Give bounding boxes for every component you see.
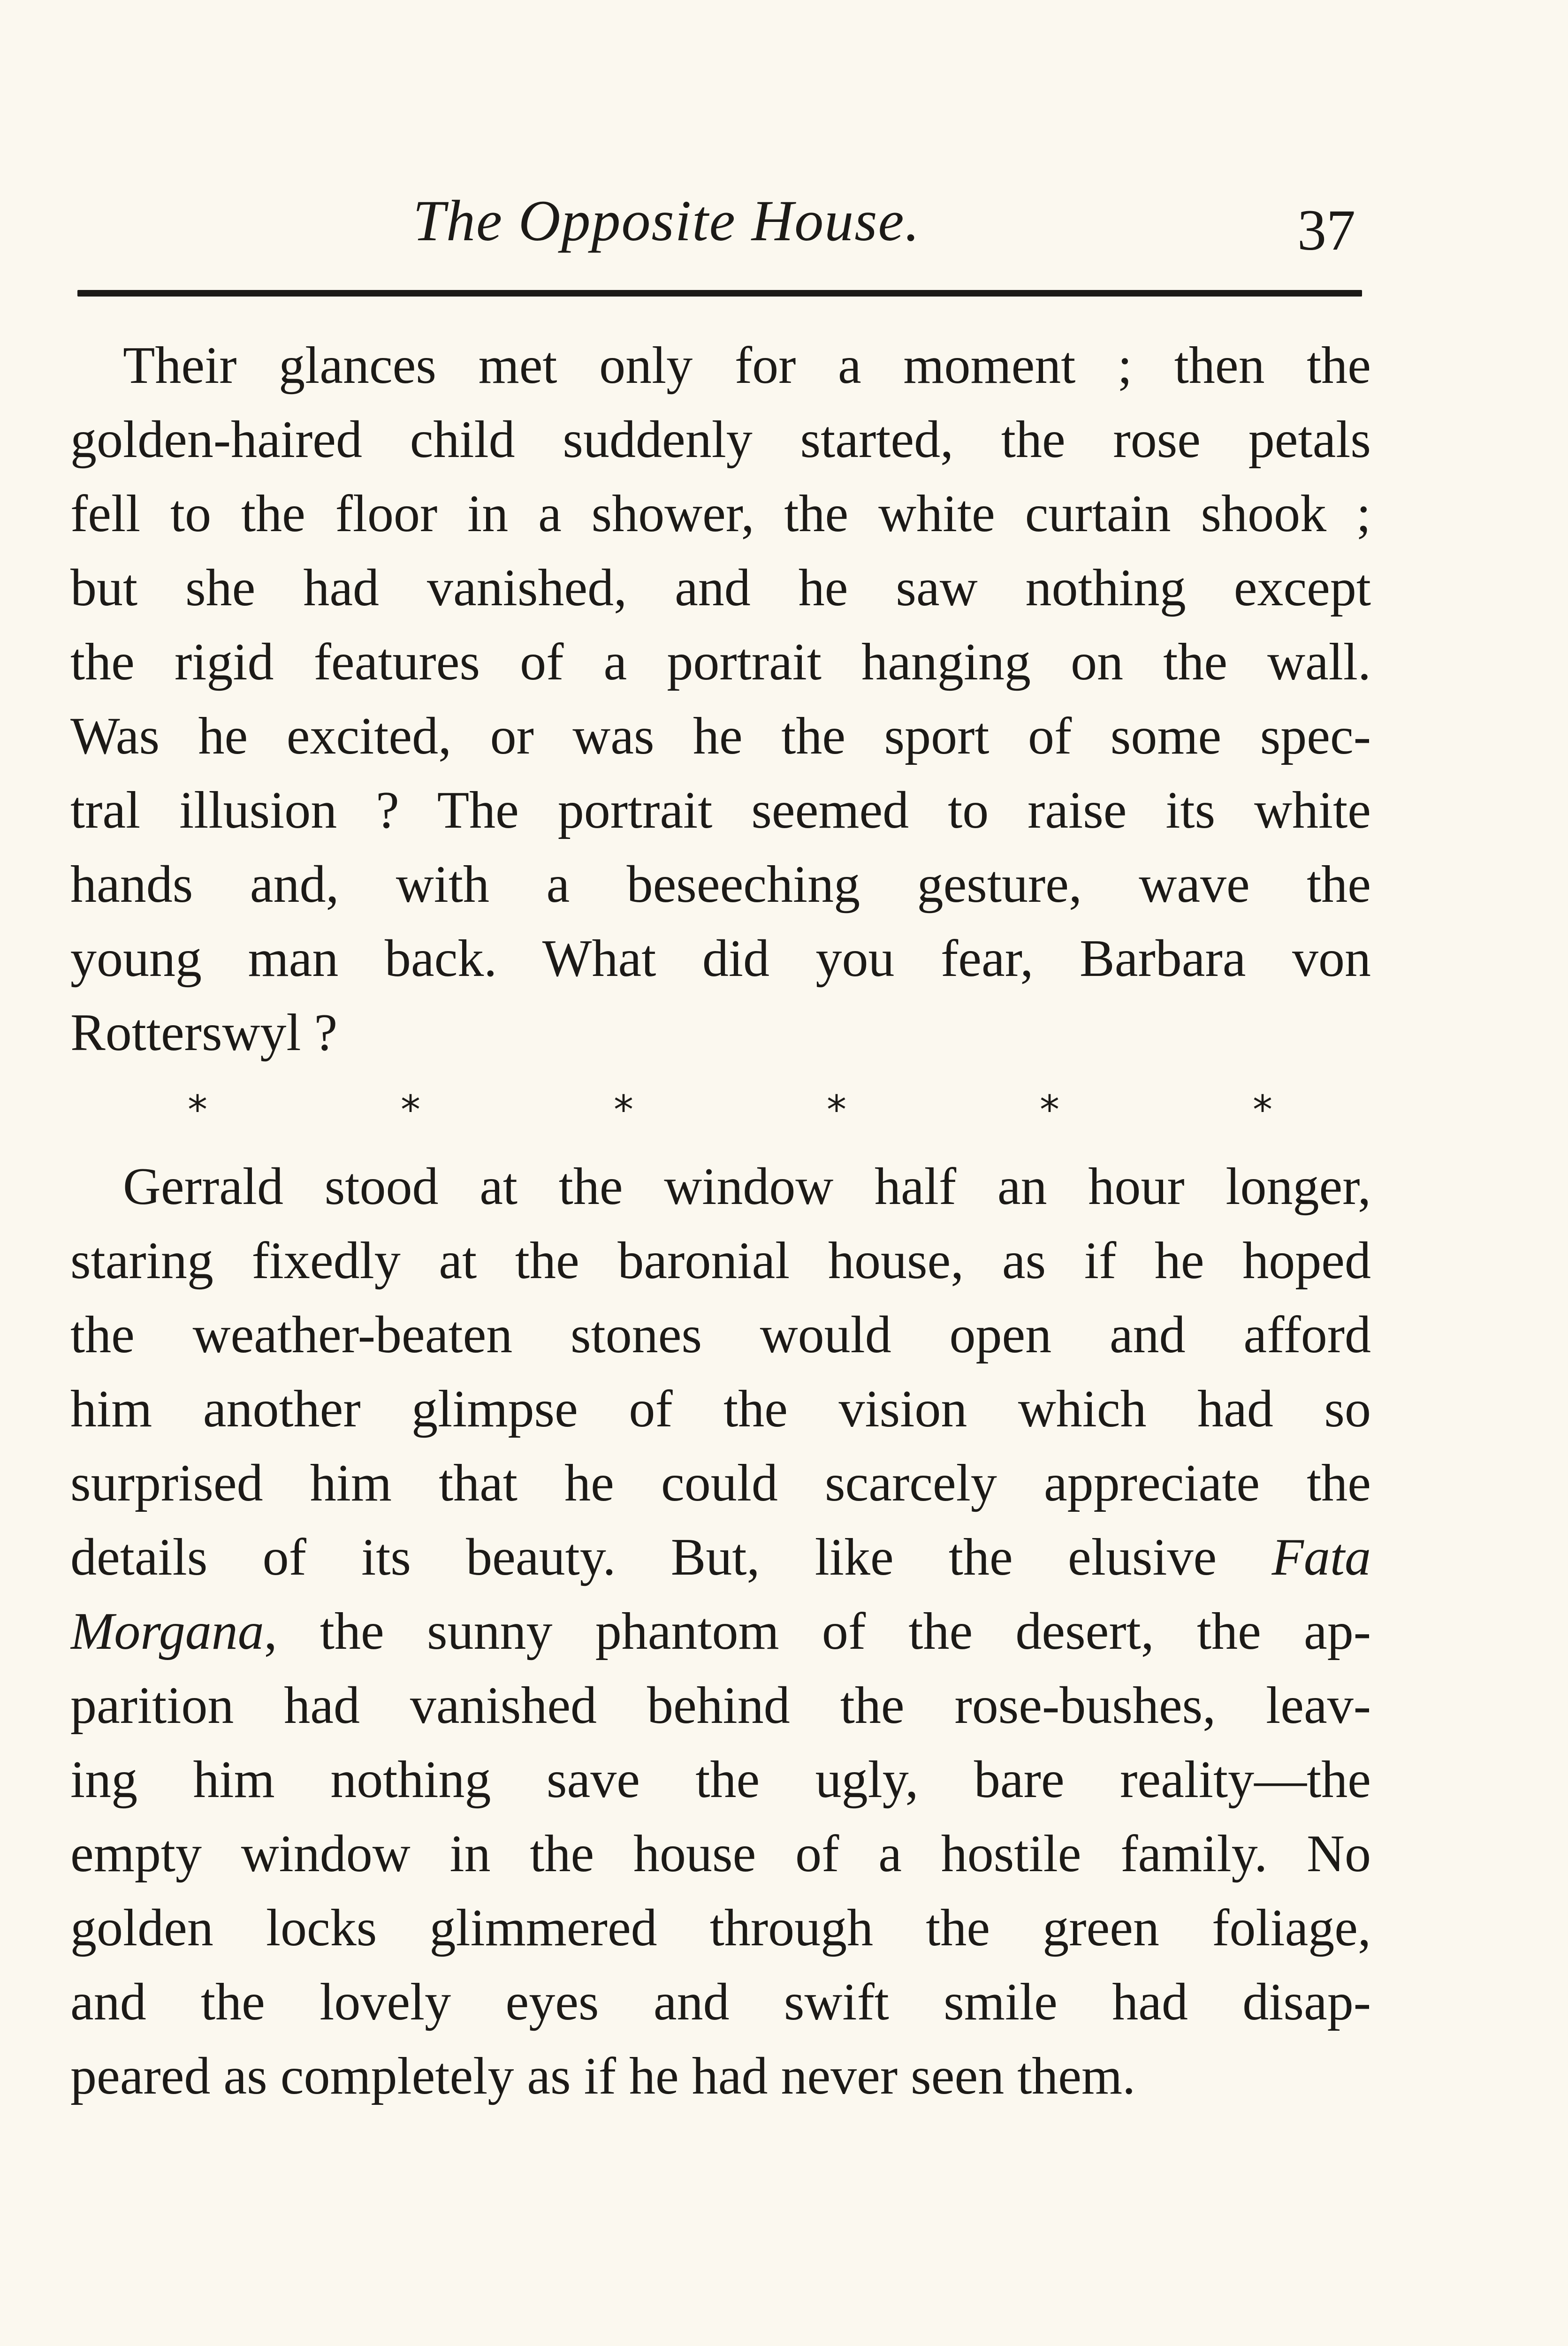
text-line: Was he excited, or was he the sport of some spec-: [70, 707, 1371, 765]
text-line: Their glances met only for a moment ; then the: [123, 336, 1371, 395]
section-break: [70, 1070, 1371, 1150]
text-line: young man back. What did you fear, Barbara von: [70, 929, 1371, 988]
text-line: golden locks glimmered through the green foliage,: [70, 1899, 1371, 1957]
text-line: ing him nothing save the ugly, bare reality—the: [70, 1751, 1371, 1809]
page-number: 37: [1297, 198, 1355, 262]
asterisk: *: [827, 1087, 846, 1133]
text-line: the weather-beaten stones would open and afford: [70, 1306, 1371, 1364]
text-line: him another glimpse of the vision which had so: [70, 1380, 1371, 1438]
text-line: hands and, with a beseeching gesture, wave the: [70, 855, 1371, 914]
text-line: parition had vanished behind the rose-bushes, leav-: [70, 1676, 1371, 1735]
text-line: and the lovely eyes and swift smile had disap-: [70, 1973, 1371, 2031]
text-line: staring fixedly at the baronial house, as if he hoped: [70, 1232, 1371, 1290]
text-line: empty window in the house of a hostile family. No: [70, 1825, 1371, 1883]
header-rule: [77, 290, 1362, 297]
text-segment: , the sunny phantom of the desert, the ap-: [264, 1602, 1371, 1660]
text-line: Rotterswyl ?: [70, 1004, 338, 1062]
text-line: fell to the floor in a shower, the white curtain shook ;: [70, 485, 1371, 543]
text-line: the rigid features of a portrait hanging on the wall.: [70, 633, 1371, 691]
asterisk: *: [188, 1087, 207, 1133]
running-head: [0, 178, 1568, 263]
asterisk: *: [1040, 1087, 1059, 1133]
asterisk: *: [614, 1087, 633, 1133]
running-title: The Opposite House.: [413, 189, 921, 253]
italic-term: Fata: [1271, 1528, 1371, 1586]
text-line-with-italic: [70, 1520, 1371, 1594]
text-line: golden-haired child suddenly started, the rose petals: [70, 411, 1371, 469]
asterisk: *: [401, 1087, 420, 1133]
text-line: peared as completely as if he had never seen them.: [70, 2047, 1136, 2105]
italic-term: Morgana: [70, 1602, 264, 1660]
text-segment: details of its beauty. But, like the elusive: [70, 1528, 1272, 1586]
text-line-with-italic: [70, 1594, 1371, 1668]
asterisk: *: [1253, 1087, 1272, 1133]
text-line: Gerrald stood at the window half an hour longer,: [123, 1158, 1371, 1216]
text-line: tral illusion ? The portrait seemed to raise its white: [70, 781, 1371, 839]
body-text: [70, 328, 1371, 2113]
text-line: surprised him that he could scarcely appreciate the: [70, 1454, 1371, 1512]
text-line: but she had vanished, and he saw nothing except: [70, 559, 1371, 617]
